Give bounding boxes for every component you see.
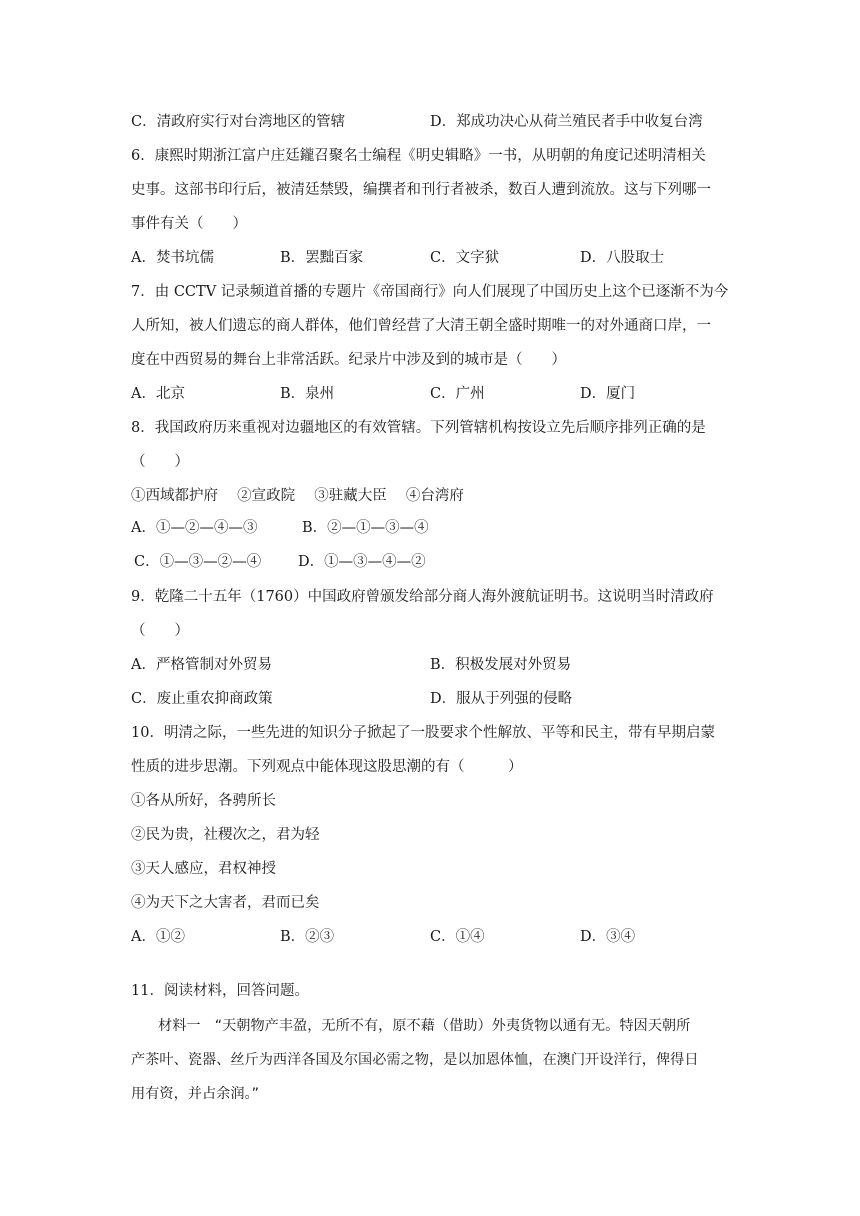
q6-stem-line-3: 事件有关（ ） xyxy=(131,216,247,232)
q9-option-d: D．服从于列强的侵略 xyxy=(430,691,573,707)
q6-stem-line-1: 6．康熙时期浙江富户庄廷鑨召聚名士编程《明史辑略》一书，从明朝的角度记述明清相关 xyxy=(131,148,706,164)
q9-stem-line-1: 9．乾隆二十五年（1760）中国政府曾颁发给部分商人海外渡航证明书。这说明当时清政府 xyxy=(131,589,714,605)
q10-option-d: D．③④ xyxy=(580,929,636,945)
q10-item-1: ①各从所好，各骋所长 xyxy=(131,793,276,809)
q6-stem-line-2: 史事。这部书印行后，被清廷禁毁，编撰者和刊行者被杀，数百人遭到流放。这与下列哪一 xyxy=(131,182,711,198)
q11-material1-line-2: 产茶叶、瓷器、丝斤为西洋各国及尔国必需之物，是以加恩体恤，在澳门开设洋行，俾得日 xyxy=(131,1052,699,1068)
q10-option-a: A．①② xyxy=(131,929,185,945)
q6-option-d: D．八股取士 xyxy=(580,250,665,266)
q11-stem: 11．阅读材料，回答问题。 xyxy=(131,983,309,999)
q8-stem-line-2: （ ） xyxy=(131,454,189,470)
q8-option-c: C．①—③—②—④ xyxy=(134,554,262,570)
q9-option-b: B．积极发展对外贸易 xyxy=(430,657,572,673)
q8-stem-line-1: 8．我国政府历来重视对边疆地区的有效管辖。下列管辖机构按设立先后顺序排列正确的是 xyxy=(131,420,706,436)
q8-option-a: A．①—②—④—③ xyxy=(131,520,258,536)
q5-option-d: D．郑成功决心从荷兰殖民者手中收复台湾 xyxy=(430,114,703,130)
q8-option-b: B．②—①—③—④ xyxy=(302,520,429,536)
q7-stem-line-2: 人所知，被人们遗忘的商人群体，他们曾经营了大清王朝全盛时期唯一的对外通商口岸，一 xyxy=(131,318,711,334)
q7-option-c: C．广州 xyxy=(430,386,485,402)
q5-option-c: C．清政府实行对台湾地区的管辖 xyxy=(131,114,346,130)
q7-stem-line-3: 度在中西贸易的舞台上非常活跃。纪录片中涉及到的城市是（ ） xyxy=(131,352,566,368)
q10-stem-line-2: 性质的进步思潮。下列观点中能体现这股思潮的有（ ） xyxy=(131,759,523,775)
q7-option-a: A．北京 xyxy=(131,386,185,402)
q7-option-d: D．厦门 xyxy=(580,386,636,402)
q9-option-c: C．废止重农抑商政策 xyxy=(131,691,273,707)
q11-material1-line-1: 材料一 “天朝物产丰盈，无所不有，原不藉（借助）外夷货物以通有无。特因天朝所 xyxy=(158,1018,691,1034)
q11-material1-line-3: 用有资，并占余润。” xyxy=(131,1086,259,1102)
q9-stem-line-2: （ ） xyxy=(131,623,189,639)
q10-item-4: ④为天下之大害者，君而已矣 xyxy=(131,895,320,911)
q10-item-2: ②民为贵，社稷次之，君为轻 xyxy=(131,827,320,843)
q8-items: ①西域都护府 ②宣政院 ③驻藏大臣 ④台湾府 xyxy=(131,488,464,504)
q10-stem-line-1: 10．明清之际，一些先进的知识分子掀起了一股要求个性解放、平等和民主，带有早期启蒙 xyxy=(131,725,715,741)
q6-option-b: B．罢黜百家 xyxy=(280,250,364,266)
q10-option-c: C．①④ xyxy=(430,929,485,945)
q10-option-b: B．②③ xyxy=(280,929,335,945)
q6-option-c: C．文字狱 xyxy=(430,250,500,266)
q7-option-b: B．泉州 xyxy=(280,386,335,402)
q7-stem-line-1: 7．由 CCTV 记录频道首播的专题片《帝国商行》向人们展现了中国历史上这个已逐渐不为今 xyxy=(131,284,729,300)
q9-option-a: A．严格管制对外贸易 xyxy=(131,657,272,673)
q6-option-a: A．焚书坑儒 xyxy=(131,250,214,266)
q10-item-3: ③天人感应，君权神授 xyxy=(131,861,276,877)
q8-option-d: D．①—③—④—② xyxy=(298,554,426,570)
